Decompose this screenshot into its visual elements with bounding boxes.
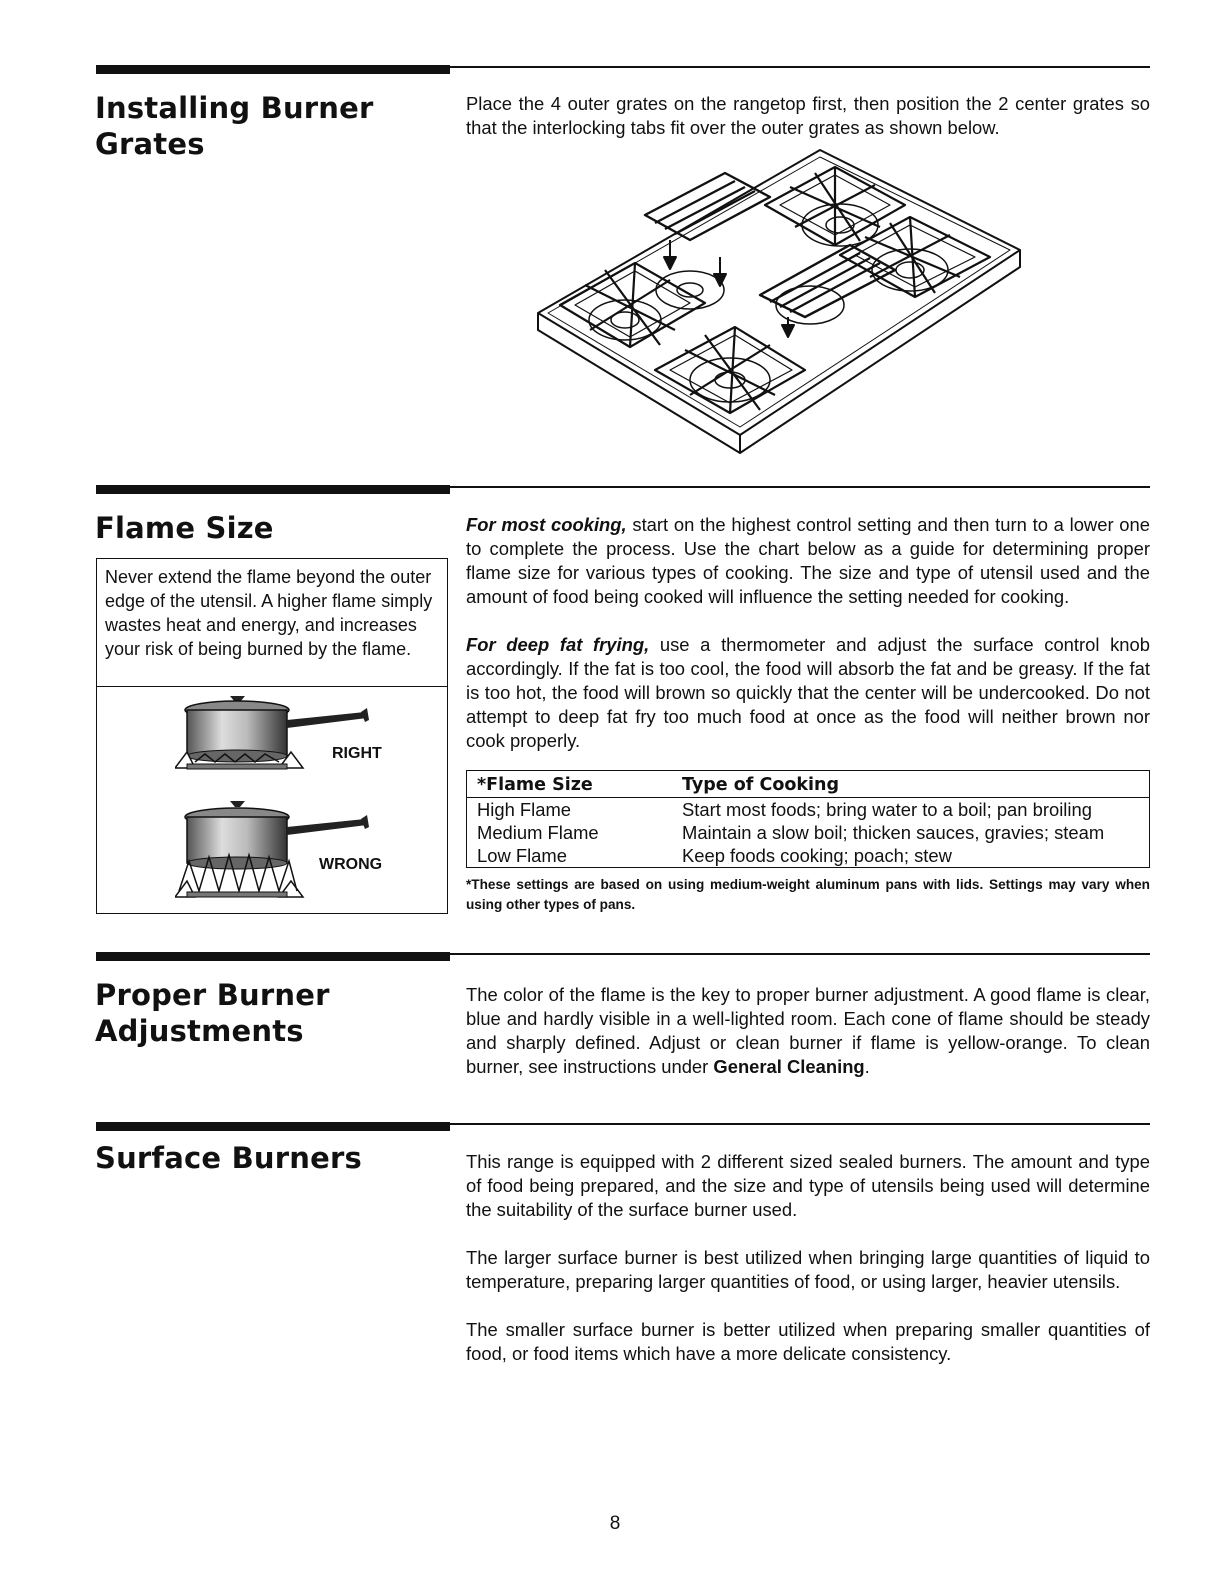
para2-rest: use a thermometer and adjust the surface control knob accordingly. If the fat is too cool, the food will absorb the fat and be greasy. If the fat is too hot, the food will brown so quickly that the center will be undercooked. Do not attempt to deep fat fry too much food at once as the food will neither brown nor cook properly. (466, 634, 1150, 751)
para1-lead: For most cooking, (466, 514, 627, 535)
table-cell-size: High Flame (477, 799, 572, 820)
adjustments-body (466, 983, 1150, 1079)
section-rule-thick (96, 485, 450, 494)
section-rule-thin (450, 66, 1150, 68)
table-cell-type: Start most foods; bring water to a boil; pan broiling (682, 799, 1092, 820)
table-row (467, 798, 1150, 822)
adjustments-text-end: . (864, 1056, 870, 1077)
installing-heading-line1: Installing Burner (95, 91, 374, 125)
section-rule-thin (450, 1123, 1150, 1125)
pot-wrong-label: WRONG (319, 856, 383, 873)
para2-lead: For deep fat frying, (466, 634, 650, 655)
installing-body (466, 92, 1150, 140)
table-row (467, 821, 1150, 844)
rangetop-grates-illustration (530, 145, 1030, 460)
table-cell-type: Keep foods cooking; poach; stew (682, 845, 952, 866)
flame-size-paragraph-2 (466, 633, 1150, 753)
surface-burners-body (466, 1150, 1150, 1366)
flame-table-footnote: *These settings are based on using medium-weight aluminum pans with lids. Settings may vary when using other types of pans. (466, 877, 1150, 912)
general-cleaning-reference: General Cleaning (713, 1056, 865, 1077)
surface-paragraph-3: The smaller surface burner is better utilized when preparing smaller quantities of food, or food items which have a more delicate consistency. (466, 1319, 1150, 1364)
installing-heading (95, 90, 374, 162)
pot-wrong-flame-illustration (175, 799, 385, 904)
para1-rest: start on the highest control setting and then turn to a lower one to complete the process. Use the chart below as a guide for determining proper flame size for various types of cooking. The size and type of utensil used and the amount of food being cooked will influence the setting needed for cooking. (466, 514, 1150, 607)
section-rule-thin (450, 953, 1150, 955)
adjustments-paragraph (466, 983, 1150, 1079)
table-cell-size: Medium Flame (477, 822, 599, 843)
installing-heading-line2: Grates (95, 127, 205, 161)
surface-paragraph-2: The larger surface burner is best utilized when bringing large quantities of liquid to temperature, preparing larger quantities of food, or using larger, heavier utensils. (466, 1247, 1150, 1292)
page-number: 8 (609, 1513, 621, 1534)
section-rule-thick (96, 65, 450, 74)
adjustments-text: The color of the flame is the key to proper burner adjustment. A good flame is clear, blue and hardly visible in a well-lighted room. Each cone of flame should be steady and sharply defined. Adjust or clean burner if flame is yellow-orange. To clean burner, see instructions under (466, 984, 1150, 1077)
adjustments-heading-line2: Adjustments (95, 1014, 304, 1048)
table-header-type: Type of Cooking (672, 771, 1150, 798)
table-cell-size: Low Flame (477, 845, 567, 866)
flame-size-heading: Flame Size (95, 511, 274, 545)
flame-size-table (466, 770, 1150, 868)
pot-right-label: RIGHT (332, 745, 382, 762)
adjustments-heading (95, 977, 330, 1049)
adjustments-heading-line1: Proper Burner (95, 978, 330, 1012)
installing-paragraph: Place the 4 outer grates on the rangetop first, then position the 2 center grates so that the interlocking tabs fit over the outer grates as shown below. (466, 93, 1150, 138)
section-rule-thick (96, 1122, 450, 1131)
table-header-row (467, 771, 1150, 798)
flame-size-note: Never extend the flame beyond the outer edge of the utensil. A higher flame simply wastes heat and energy, and increases your risk of being burned by the flame. (97, 559, 447, 687)
surface-burners-heading: Surface Burners (95, 1141, 362, 1175)
table-cell-type: Maintain a slow boil; thicken sauces, gravies; steam (682, 822, 1105, 843)
table-header-flame-size: *Flame Size (467, 771, 673, 798)
surface-paragraph-1: This range is equipped with 2 different sized sealed burners. The amount and type of food being prepared, and the size and type of utensils being used will determine the suitability of the surface burner used. (466, 1151, 1150, 1220)
flame-size-side-box (96, 558, 448, 914)
flame-size-paragraph-1 (466, 513, 1150, 609)
section-rule-thin (450, 486, 1150, 488)
flame-size-body (466, 513, 1150, 753)
section-rule-thick (96, 952, 450, 961)
table-row (467, 844, 1150, 868)
